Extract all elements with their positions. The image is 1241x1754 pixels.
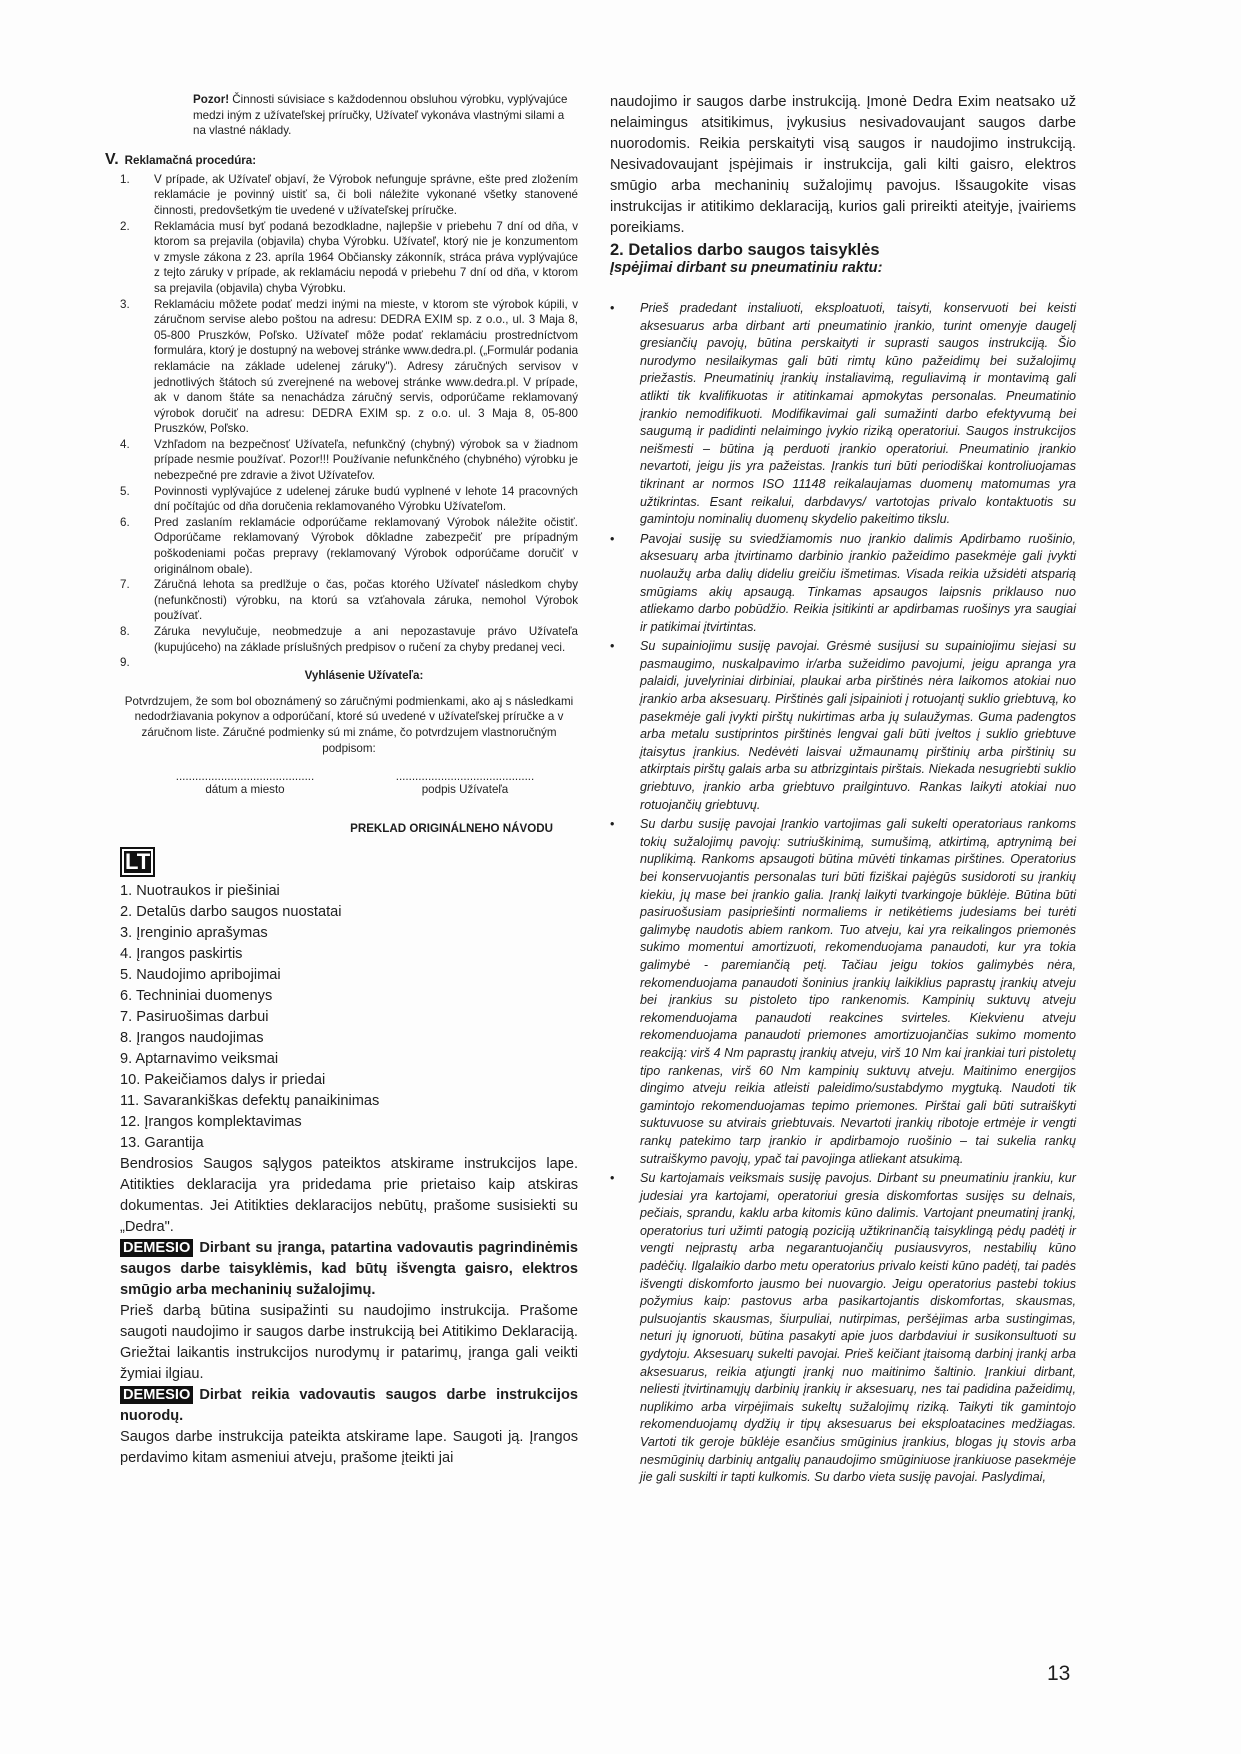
bullet-icon: • [610, 301, 615, 315]
signature-date-block [150, 770, 340, 796]
list-item-number: 9. [120, 656, 130, 670]
list-item-number: 1. [120, 172, 130, 186]
bullet-item [610, 816, 1076, 1168]
signature-date-label: dátum a miesto [205, 783, 285, 797]
right-column [610, 92, 1076, 1489]
bullet-icon: • [610, 531, 615, 546]
toc-item: 13. Garantija [120, 1135, 204, 1152]
warning-paragraph-2 [120, 1385, 578, 1427]
bullet-text: Prieš pradedant instaliuoti, eksploatuoti, taisyti, konservuoti bei keisti aksesuarus arba dirbant arti pneumatinio įrankio, turint omenyje daugelį gresiančių pavojų, būtina perskaityti ir suprasti saugos instrukciją. Šio nurodymo nesilaikymas gali būti rimtų kūno pažeidimų bei sužalojimų priežastis. Pneumatinių įrankių instaliavimą, reguliavimą ir montavimą gali atlikti tik kvalifikuotas ir atitinkamai apmokytas personalas. Pneumatinio įrankio nemodifikuoti. Modifikavimai gali sumažinti darbo efektyvumą bei saugumą ir padidinti nelaimingo įvykio riziką operatoriui. Saugos instrukcijos neišmesti – būtina ją perduoti įrankio operatoriui. Pneumatinio įrankio nevartoti, jeigu jis yra pažeistas. Įrankis turi būti periodiškai kontroliuojamas tikrinant ar normos ISO 11148 reikalaujamas duomenų matomumas yra užtikrintas. Esant reikalui, darbdavys/ vartotojas privalo kontaktuotis su gamintoju nominalių duomenų skydelio pakeitimo tikslu. [640, 301, 1076, 527]
list-item [120, 624, 578, 655]
safety-bullet-list [610, 300, 1076, 1487]
section-v-roman: V. [105, 150, 119, 168]
toc-item: 9. Aptarnavimo veiksmai [120, 1051, 279, 1068]
bullet-text: Su darbu susiję pavojai Įrankio vartojimas gali sukelti operatoriaus rankoms tokių sužalojimų pavojų: sutriuškinimą, sumušimą, atkirtimą, aptrynimą bei nuplikimą. Rankoms apsaugoti būtina mūvėti tinkamas pirštines. Operatorius bei konservuojantis personalas turi būti fiziškai pajėgūs susidoroti su įrankių kiekiu, jų mase bei įrankio galia. Įrankį laikyti tvarkingoje būklėje. Būtina būti pasiruošusiam pasipriešinti normaliems ir netikėtiems judesiams bei turėti galimybę naudotis abiem rankom. Tuo atveju, kai yra reikalingos priemonės sukimo momentui amortizuoti, rekomenduojama panaudoti, kur yra tokia galimybė - paremiančią petį. Tačiau jeigu tokios galimybės nėra, rekomenduojama panaudoti šoninius įrankių laikiklius paprastų įrankių atveju bei įrankius su pistoleto tipo rankenomis. Kampinių suktuvų atveju rekomenduojama panaudoti reakcines svirteles. Kiekvienu atveju rekomenduojama panaudoti priemones amortizuojančias sukimo momento reakciją: virš 4 Nm paprastų įrankių atveju, virš 10 Nm kai įrankiai turi pistoletų tipo rankenas, virš 60 Nm kampinių suktuvų atveju. Maitinimo energijos dingimo atveju reikia atleisti paleidimo/sustabdymo mygtuką. Naudoti tik gamintojo rekomenduojamas tepimo priemones. Pirštai gali būti sutraiškyti suktuvuose su atvirais griebtuvais. Nevartoti įrankių ribotoje ertmėje ir vengti rankų patekimo tarp įrankio ir apdirbamojo ruošinio – tai sukelia rankų sutraiškymo pavojų, ypač tai pavojinga atliekant atsukimą. [640, 817, 1076, 1166]
toc-item: 1. Nuotraukos ir piešiniai [120, 883, 280, 900]
bullet-item [610, 300, 1076, 529]
toc-item: 5. Naudojimo apribojimai [120, 967, 281, 984]
toc-item: 8. Įrangos naudojimas [120, 1030, 264, 1047]
pozor-note [120, 92, 578, 139]
demesio-badge: DEMESIO [120, 1386, 193, 1404]
list-item [120, 484, 578, 515]
instruction-paragraph-2: Saugos darbe instrukcija pateikta atskirame lape. Saugoti ją. Įrangos perdavimo kitam asmeniui atveju, prašome įteikti jai [120, 1429, 578, 1467]
signature-dots: ........................................... [175, 770, 315, 784]
pozor-text: Činnosti súvisiace s každodennou obsluhou výrobku, vyplývajúce medzi iným z užívateľskej príručky, Užívateľ vykonáva vlastnými silami a na vlastné náklady. [193, 93, 568, 138]
toc-item: 11. Savarankiškas defektų panaikinimas [120, 1093, 380, 1110]
demesio-badge: DEMESIO [120, 1239, 193, 1257]
translation-heading: PREKLAD ORIGINÁLNEHO NÁVODU [350, 822, 553, 836]
section-v-title: Reklamačná procedúra: [124, 153, 257, 167]
warning-paragraph-1 [120, 1238, 578, 1301]
toc-item: 12. Įrangos komplektavimas [120, 1114, 302, 1131]
list-item-text: Vzhľadom na bezpečnosť Užívateľa, nefunkčný (chybný) výrobok sa v žiadnom prípade nesmie používať. Pozor!!! Používanie nefunkčného (chybného) výrobku je nebezpečné pre zdravie a život Užívateľov. [154, 437, 578, 483]
list-item-text: Reklamácia musí byť podaná bezodkladne, najlepšie v priebehu 7 dní od dňa, v ktorom sa prejavila (objavila) chyba Výrobku. Užívateľ, ktorý nie je konzumentom v zmysle zákona z 23. apríla 1964 Občiansky zákonník, stráca práva vyplývajúce z tejto záruky v prípade, ak reklamáciu nepodá v priebehu 7 dní od dňa, v ktorom sa prejavila (objavila) chyba Výrobku. [154, 219, 578, 295]
signature-sign-block [370, 770, 560, 796]
list-item-text: Záručná lehota sa predlžuje o čas, počas ktorého Užívateľ následkom chyby (nefunkčnosti) výrobku, na ktorú sa vzťahovala záruka, nemohol Výrobok používať. [154, 578, 578, 623]
page-number: 13 [1047, 1662, 1071, 1685]
list-item-number: 6. [120, 515, 130, 529]
bullet-item [610, 638, 1076, 814]
list-item [120, 437, 578, 484]
pneumatic-warnings-heading: Įspėjimai dirbant su pneumatiniu raktu: [610, 260, 883, 276]
toc-item: 10. Pakeičiamos dalys ir priedai [120, 1072, 326, 1089]
list-item [120, 297, 578, 437]
list-item-text: Reklamáciu môžete podať medzi inými na mieste, v ktorom ste výrobok kúpili, v záručnom servise alebo poštou na adresu: DEDRA EXIM sp. z o.o., ul. 3 Maja 8, 05-800 Pruszków, Poľsko. Užívateľ môže podať reklamáciu prostredníctvom formulára, ktorý je dostupný na webovej stránke www.dedra.pl. („Formulár podania reklamácie na základe udelenej záruky"). Adresy záručných servisov v jednotlivých štátoch sú zverejnené na webovej stránke www.dedra.pl. V prípade, ak v danom štáte sa nenachádza záručný servis, odporúčame reklamovaný výrobok doručiť na adresu: DEDRA EXIM sp. z o.o. ul. 3 Maja 8, 05-800 Pruszków, Poľsko. [154, 297, 579, 436]
left-column [105, 92, 579, 1469]
signature-sign-label: podpis Užívateľa [421, 783, 509, 797]
signature-dots: ........................................... [395, 770, 535, 784]
list-item-number: 8. [120, 625, 130, 638]
warning-text-1: Dirbant su įranga, patartina vadovautis pagrindinėmis saugos darbe taisyklėmis, kad būtų išvengta gaisro, elektros smūgio arba mechaninių sužalojimų. [120, 1240, 578, 1299]
toc-item: 6. Techniniai duomenys [120, 988, 273, 1005]
bullet-text: Su kartojamais veiksmais susiję pavojus. Dirbant su pneumatiniu įrankiu, kur judesiai yra kartojami, operatoriui gresia diskomfortas susijęs su delnais, pečiais, sprandu, kaklu arba kitomis kūno dalimis. Vartojant pneumatinį įrankį, operatorius turi užimti patogią poziciją užtikrinančią taisyklingą pėdų padėtį ir vengti neįprastų arba negarantuojančių pusiausvyros, nestabilių kūno padėčių. Ilgalaikio darbo metu operatorius privalo keisti kūno padėtį, tai padės išvengti diskomforto jausmo bei nuovargio. Jeigu operatorius pastebi tokius požymius kaip: pastovus arba pasikartojantis diskomfortas, skausmas, pulsuojantis skausmas, šiurpuliai, nutirpimas, peršėjimas arba sustingimas, neturi jų ignoruoti, būtina pasakyti apie juos darbdaviui ir susikonsultuoti su gydytoju. Aksesuarų sukelti pavojai. Prieš keičiant įtaisomą darbinį įrankį arba aksesuarus, reikia atjungti įrankį nuo maitinimo šaltinio. Įrankiui dirbant, neliesti įtvirtinamųjų darbinių įrankių ir aksesuarų, nes tai padidina pažeidimų, nuplikimo arba virpėjimais sukeltų sužalojimų riziką. Taikyti tik gamintojo rekomenduojamų dydžių ir tipų aksesuarus bei eksploatacines medžiagas. Vartoti tik geroje būklėje esančius smūginius įrankius, blogas jų stovis arba nesmūginių darbinių antgalių panaudojimo smūginiuose įrankiuose pasekmėje jie gali suskilti ir tapti kulkomis. Su darbo vieta susiję pavojai. Paslydimai, [640, 1171, 1076, 1485]
bullet-item [610, 531, 1076, 637]
list-item-text: Záruka nevylučuje, neobmedzuje a ani nepozastavuje právo Užívateľa (kupujúceho) na základe príslušných predpisov o ručení za chyby predanej veci. [154, 625, 578, 654]
declaration-title: Vyhlásenie Užívateľa: [304, 668, 424, 682]
toc-item: 3. Įrenginio aprašymas [120, 925, 268, 942]
bullet-text: Pavojai susiję su sviedžiamomis nuo įrankio dalimis Apdirbamo ruošinio, aksesuarų arba įtvirtinamo darbinio įrankio pažeidimo pasekmėje gali įvykti nuolaužų arba dalių dideliu greičiu išmetimas. Visada reikia užsidėti atsparią smūgiams akių apsaugą. Tinkamas apsaugos laipsnis priklauso nuo atliekamo darbo pobūdžio. Reikia įsitikinti ar apdirbamas ruošinys yra saugiai ir patikimai įtvirtintas. [640, 531, 1076, 634]
toc-item: 2. Detalūs darbo saugos nuostatai [120, 904, 342, 921]
complaint-procedure-list [120, 172, 578, 671]
list-item [120, 219, 578, 297]
pozor-label: Pozor! [193, 93, 230, 106]
list-item-number: 2. [120, 219, 130, 233]
list-item-number: 7. [120, 578, 130, 592]
list-item-number: 4. [120, 437, 130, 451]
list-item-text: V prípade, ak Užívateľ objaví, že Výrobok nefunguje správne, ešte pred zložením reklamácie je povinný uistiť sa, či boli náležite vykonané všetky stanovené činnosti, predovšetkým tie uvedené v užívateľskej príručke. [154, 172, 578, 217]
lt-intro-paragraph: Bendrosios Saugos sąlygos pateiktos atskirame instrukcijos lape. Atitikties deklaracija yra pridedama prie prietaiso kaip atskiras dokumentas. Jei Atitikties deklaracijos nebūtų, prašome susisiekti su „Dedra". [120, 1156, 578, 1236]
section-2-heading: 2. Detalios darbo saugos taisyklės [610, 241, 880, 259]
list-item-text: Povinnosti vyplývajúce z udelenej záruke budú vyplnené v lehote 14 pracovných dní počítajúc od dňa doručenia reklamovaného Výrobku Užívateľom. [154, 484, 578, 514]
list-item-text: Pred zaslaním reklamácie odporúčame reklamovaný Výrobok náležite očistiť. Odporúčame reklamovaný Výrobok dôkladne zabezpečiť pre prípadným poškodeniami počas prepravy (reklamovaný Výrobok odporúčame doručiť v originálnom obale). [154, 515, 578, 576]
warning-text-2: Dirbat reikia vadovautis saugos darbe instrukcijos nuorodų. [120, 1387, 578, 1425]
table-of-contents [120, 881, 578, 1154]
instruction-paragraph-1: Prieš darbą būtina susipažinti su naudojimo instrukcija. Prašome saugoti naudojimo ir saugos darbe instrukciją bei Atitikimo Deklaraciją. Griežtai laikantis instrukcijos nurodymų ir patarimų, įranga gali veikti žymiai ilgiau. [120, 1303, 578, 1383]
list-item-number: 3. [120, 297, 130, 311]
right-intro-paragraph: naudojimo ir saugos darbe instrukciją. Įmonė Dedra Exim neatsako už nelaimingus atsitikimus, įvykusius nesivadovaujant saugos darbe nuorodomis. Reikia perskaityti visą saugos ir naudojimo instrukciją. Nesivadovaujant įspėjimais ir instrukcija, gali kilti gaisro, elektros smūgio arba mechaninių sužalojimų pavojus. Išsaugokite visas instrukcijas ir atitikimo deklaraciją, kurios gali prireikti ateityje, įvairiems poreikiams. [610, 94, 1076, 236]
declaration-text: Potvrdzujem, že som bol oboznámený so záručnými podmienkami, ako aj s následkami nedodržiavania pokynov a odporúčaní, ktoré sú uvedené v užívateľskej príručke a v záručnom liste. Záručné podmienky sú mi známe, čo potvrdzujem vlastnoručným podpisom: [124, 694, 574, 755]
list-item-number: 5. [120, 484, 130, 498]
list-item [120, 172, 578, 219]
list-item [120, 515, 578, 577]
section-v-heading [105, 151, 578, 169]
signature-row [120, 770, 578, 796]
lt-language-badge: LT [120, 847, 155, 877]
bullet-icon: • [610, 817, 615, 832]
bullet-icon: • [610, 1171, 615, 1186]
toc-item: 4. Įrangos paskirtis [120, 946, 243, 963]
list-item [120, 577, 578, 624]
bullet-text: Su supainiojimu susiję pavojai. Grėsmė susijusi su supainiojimu siejasi su pasmaugimo, nuskalpavimo ir/arba sužeidimo pavojumi, jeigu apranga yra palaidi, juvelyriniai dirbiniai, plaukai arba pirštinės nėra laikomos atokiai nuo įrankio arba aksesuarų. Pirštinės gali įsipainioti į rotuojantį suklio griebtuvą, ko pasekmėje gali įvykti pirštų nukirtimas arba jų sulaužymas. Guma padengtos arba metalu sustiprintos pirštinės lengvai gali būti įveltos į suklio griebtuve įtaisytus įrankius. Nedėvėti laisvai užmaunamų pirštinių arba pirštinių su atkirptais pirštų galais arba su atbrizgintais pirštais. Niekada nesugriebti suklio griebtuvo, įrankio arba griebtuvo prailgintuvo. Rankas laikyti atokiai nuo rotuojančių griebtuvų. [640, 639, 1076, 812]
toc-item: 7. Pasiruošimas darbui [120, 1009, 269, 1026]
bullet-icon: • [610, 639, 615, 654]
bullet-item [610, 1170, 1076, 1487]
